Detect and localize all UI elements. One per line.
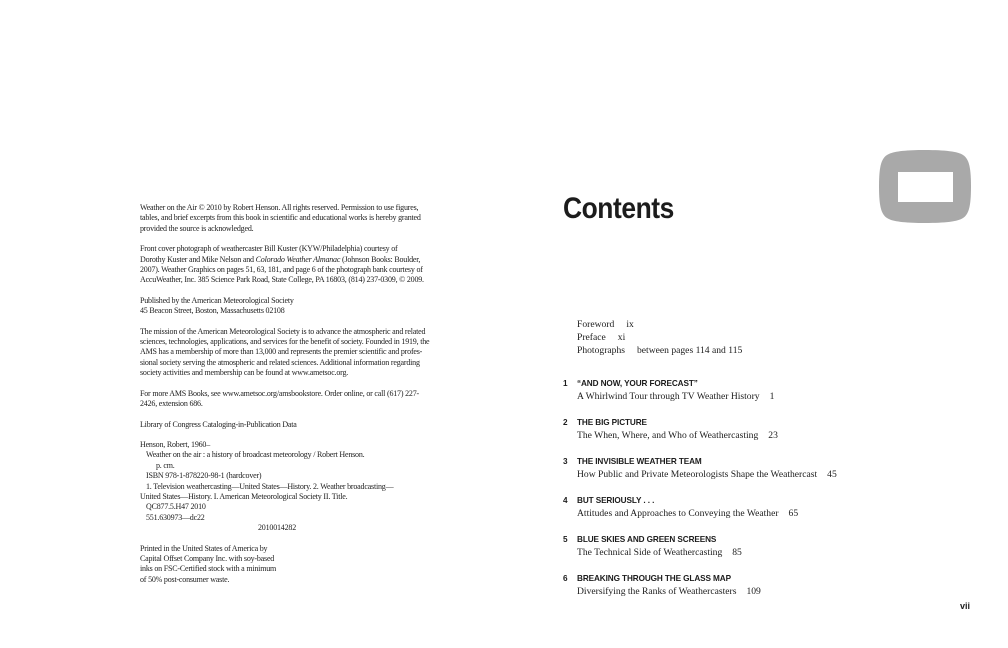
text-line (140, 203, 440, 213)
text-run: Weather on the air : a history of broadcast meteorology / Robert Henson. (146, 450, 365, 460)
text-run: Weather on the Air © 2010 by Robert Henson. All rights reserved. Permission to use figures, (140, 203, 419, 212)
text-line (140, 368, 440, 378)
text-line (140, 461, 440, 471)
text-line (140, 358, 440, 368)
text-line (140, 554, 440, 564)
contents-page (563, 194, 993, 611)
text-run: 2426, extension 686. (140, 399, 203, 409)
chapter-entry (563, 494, 993, 520)
text-block (140, 327, 440, 379)
chapter-entry (563, 416, 993, 442)
front-matter-item (577, 318, 993, 331)
front-matter-page: ix (626, 319, 634, 330)
text-run: (Johnson Books: Boulder, (340, 254, 421, 264)
text-line (140, 389, 440, 399)
text-run: Dorothy Kuster and Mike Nelson and (140, 254, 256, 264)
text-run: QC877.5.H47 2010 (146, 502, 206, 512)
text-block (140, 244, 440, 286)
chapter-heading: THE INVISIBLE WEATHER TEAM (577, 457, 702, 466)
text-line (140, 244, 440, 254)
front-matter-list (563, 318, 993, 357)
text-line (140, 440, 440, 450)
text-run: 2007). Weather Graphics on pages 51, 63, 181, and page 6 of the photograph bank courtesy of (140, 265, 423, 275)
text-line (140, 575, 440, 585)
text-run: provided the source is acknowledged. (140, 223, 254, 233)
chapter-subtitle-line (577, 390, 993, 403)
chapter-subtitle-line (577, 429, 993, 442)
text-block (140, 203, 440, 234)
chapter-subtitle-line (577, 468, 993, 481)
text-run: Printed in the United States of America by (140, 543, 268, 553)
chapter-entry (563, 572, 993, 598)
text-run: AMS has a membership of more than 13,000 and represents the premier scientific and profes- (140, 347, 423, 357)
text-line (140, 224, 440, 234)
chapter-page: 109 (746, 586, 761, 597)
text-line (140, 327, 440, 337)
text-line (140, 265, 440, 275)
chapter-subtitle: The When, Where, and Who of Weathercasting (577, 430, 759, 441)
text-run: Published by the American Meteorological Society (140, 295, 294, 305)
text-line (140, 255, 440, 265)
text-run: Colorado Weather Almanac (255, 254, 341, 264)
chapter-subtitle-line (577, 507, 993, 520)
text-line (140, 296, 440, 306)
text-run: AccuWeather, Inc. 385 Science Park Road, State College, PA 16803, (814) 237-0309, © 2009. (140, 275, 424, 285)
text-run: Capital Offset Company Inc. with soy-based (140, 553, 275, 563)
chapter-page: 65 (788, 508, 799, 519)
text-run: 1. Television weathercasting—United States—History. 2. Weather broadcasting— (146, 481, 394, 491)
page-number: vii (959, 601, 970, 611)
front-matter-label: Preface (577, 332, 606, 343)
text-line (140, 564, 440, 574)
chapter-subtitle-line (577, 546, 993, 559)
front-matter-page: between pages 114 and 115 (636, 345, 743, 356)
chapter-body (577, 494, 993, 520)
text-line (140, 492, 440, 502)
text-run: tables, and brief excerpts from this book in scientific and educational works is hereby granted (140, 213, 421, 223)
chapter-number: 1 (563, 379, 568, 388)
text-run: Front cover photograph of weathercaster Bill Kuster (KYW/Philadelphia) courtesy of (140, 244, 398, 254)
chapter-heading: BUT SERIOUSLY . . . (577, 496, 655, 505)
chapter-heading: “AND NOW, YOUR FORECAST” (577, 379, 698, 388)
chapter-body (577, 416, 993, 442)
text-line (140, 337, 440, 347)
text-run: Henson, Robert, 1960– (140, 439, 211, 449)
chapter-entry (563, 455, 993, 481)
text-line (140, 306, 440, 316)
text-run: of 50% post-consumer waste. (140, 574, 230, 584)
text-run: For more AMS Books, see www.ametsoc.org/amsbookstore. Order online, or call (617) 227- (140, 388, 419, 398)
chapter-page: 23 (768, 430, 778, 441)
chapter-heading: BREAKING THROUGH THE GLASS MAP (577, 574, 731, 583)
chapter-body (577, 455, 993, 481)
text-block (140, 296, 440, 317)
chapter-entry (563, 377, 993, 403)
text-run: inks on FSC-Certified stock with a minimum (140, 564, 277, 574)
text-run: 551.630973—dc22 (146, 512, 205, 522)
text-run: society activities and membership can be found at www.ametsoc.org. (140, 368, 349, 378)
text-block (140, 389, 440, 410)
front-matter-item (577, 331, 993, 344)
text-line (140, 502, 440, 512)
front-matter-label: Photographs (577, 345, 625, 356)
text-run: sional society serving the atmospheric and related sciences. Additional information regarding (140, 357, 420, 367)
text-line (140, 347, 440, 357)
front-matter-page: xi (617, 332, 626, 343)
copyright-page-text (140, 203, 440, 595)
chapter-number: 6 (563, 574, 568, 583)
chapter-number: 2 (563, 418, 568, 427)
chapter-entry (563, 533, 993, 559)
text-line (140, 275, 440, 285)
text-line (140, 482, 440, 492)
text-line (140, 544, 440, 554)
front-matter-label: Foreword (577, 319, 615, 330)
chapter-heading: THE BIG PICTURE (577, 418, 647, 427)
text-run: ISBN 978-1-878220-98-1 (hardcover) (146, 471, 262, 481)
chapter-page: 85 (732, 547, 742, 558)
text-block (140, 544, 440, 586)
text-block (140, 420, 440, 430)
text-line (140, 399, 440, 409)
chapter-subtitle: The Technical Side of Weathercasting (577, 547, 723, 558)
text-run: 2010014282 (258, 523, 297, 533)
chapter-number: 3 (563, 457, 568, 466)
chapter-subtitle: How Public and Private Meteorologists Shape the Weathercast (577, 469, 818, 480)
chapter-list (563, 377, 993, 598)
chapter-subtitle: A Whirlwind Tour through TV Weather History (577, 391, 760, 402)
text-block (140, 440, 440, 534)
text-run: sciences, technologies, applications, and services for the benefit of society. Founded in 1919, the (140, 337, 430, 347)
tv-screen-shape (879, 150, 971, 223)
chapter-heading: BLUE SKIES AND GREEN SCREENS (577, 535, 717, 544)
chapter-number: 5 (563, 535, 568, 544)
chapter-body (577, 377, 993, 403)
text-run: p. cm. (156, 460, 175, 470)
chapter-body (577, 533, 993, 559)
text-run: The mission of the American Meteorological Society is to advance the atmospheric and related (140, 326, 426, 336)
tv-screen-icon (879, 150, 971, 223)
chapter-subtitle-line (577, 585, 993, 598)
text-run: Library of Congress Cataloging-in-Publication Data (140, 419, 297, 429)
text-line (140, 420, 440, 430)
chapter-number: 4 (563, 496, 568, 505)
text-line (140, 523, 440, 533)
text-line (140, 513, 440, 523)
text-run: United States—History. I. American Meteorological Society II. Title. (140, 491, 348, 501)
contents-title: Contents (563, 192, 674, 225)
chapter-subtitle: Diversifying the Ranks of Weathercasters (577, 586, 737, 597)
chapter-page: 1 (769, 391, 775, 402)
text-run: 45 Beacon Street, Boston, Massachusetts 02108 (140, 306, 285, 316)
chapter-page: 45 (827, 469, 837, 480)
chapter-body (577, 572, 993, 598)
text-line (140, 213, 440, 223)
front-matter-item (577, 344, 993, 357)
chapter-subtitle: Attitudes and Approaches to Conveying the Weather (577, 508, 779, 519)
text-line (140, 450, 440, 460)
text-line (140, 471, 440, 481)
